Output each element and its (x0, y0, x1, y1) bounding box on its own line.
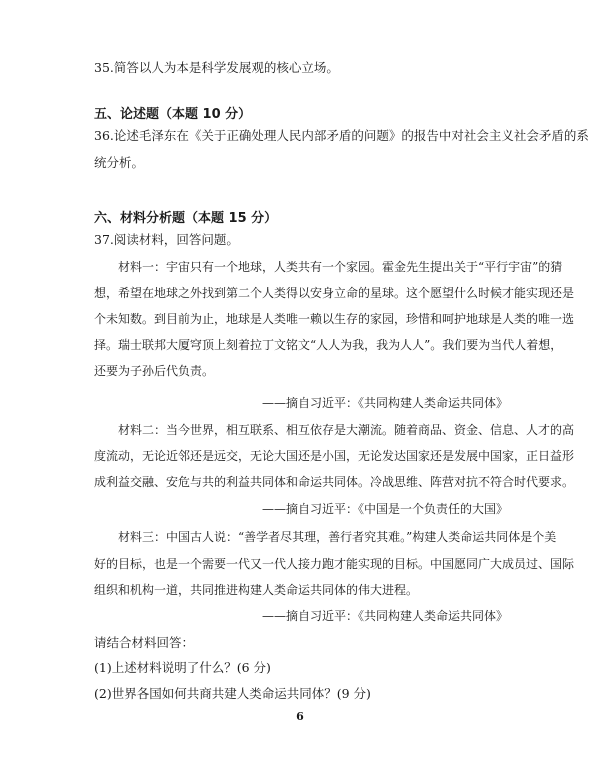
material-3-line: 组织和机构一道，共同推进构建人类命运共同体的伟大进程。 (94, 583, 419, 597)
material-2-line: 成利益交融、安危与共的利益共同体和命运共同体。冷战思维、阵营对抗不符合时代要求。 (94, 475, 575, 489)
page-number: 6 (296, 710, 304, 723)
sub-question-2: (2)世界各国如何共商共建人类命运共同体？(9 分) (94, 686, 371, 701)
section-6-heading: 六、材料分析题（本题 15 分） (94, 211, 278, 226)
material-1-line: 个未知数。到目前为止，地球是人类唯一赖以生存的家园，珍惜和呵护地球是人类的唯一选 (94, 312, 575, 326)
material-1-source: ——摘自习近平：《共同构建人类命运共同体》 (261, 396, 508, 410)
material-3-line: 好的目标，也是一个需要一代又一代人接力跑才能实现的目标。中国愿同广大成员过、国际 (94, 557, 575, 571)
material-2-line: 度流动，无论近邻还是远交，无论大国还是小国，无论发达国家还是发展中国家，正日益形 (94, 449, 575, 463)
material-1-line: 还要为子孙后代负责。 (94, 364, 215, 378)
material-1-line: 想，希望在地球之外找到第二个人类得以安身立命的星球。这个愿望什么时候才能实现还是 (94, 286, 575, 300)
question-35: 35.简答以人为本是科学发展观的核心立场。 (94, 60, 339, 75)
question-37-intro: 37.阅读材料，回答问题。 (94, 232, 239, 247)
material-3-source: ——摘自习近平：《共同构建人类命运共同体》 (261, 609, 508, 623)
sub-question-1: (1)上述材料说明了什么？(6 分) (94, 660, 271, 675)
question-36-line-1: 36.论述毛泽东在《关于正确处理人民内部矛盾的问题》的报告中对社会主义社会矛盾的系 (94, 128, 589, 143)
material-1-line: 材料一：宇宙只有一个地球，人类共有一个家园。霍金先生提出关于“平行宇宙”的猜 (118, 260, 563, 274)
section-5-heading: 五、论述题（本题 10 分） (94, 107, 252, 122)
material-2-source: ——摘自习近平：《中国是一个负责任的大国》 (261, 502, 508, 516)
material-1-line: 择。瑞士联邦大厦穹顶上刻着拉丁文铭文“人人为我，我为人人”。我们要为当代人着想， (94, 338, 563, 352)
material-2-line: 材料二：当今世界，相互联系、相互依存是大潮流。随着商品、资金、信息、人才的高 (118, 423, 575, 437)
question-36-line-2: 统分析。 (94, 155, 145, 170)
answer-prompt: 请结合材料回答： (94, 635, 195, 650)
material-3-line: 材料三：中国古人说：“善学者尽其理，善行者究其难。”构建人类命运共同体是个美 (118, 530, 557, 544)
